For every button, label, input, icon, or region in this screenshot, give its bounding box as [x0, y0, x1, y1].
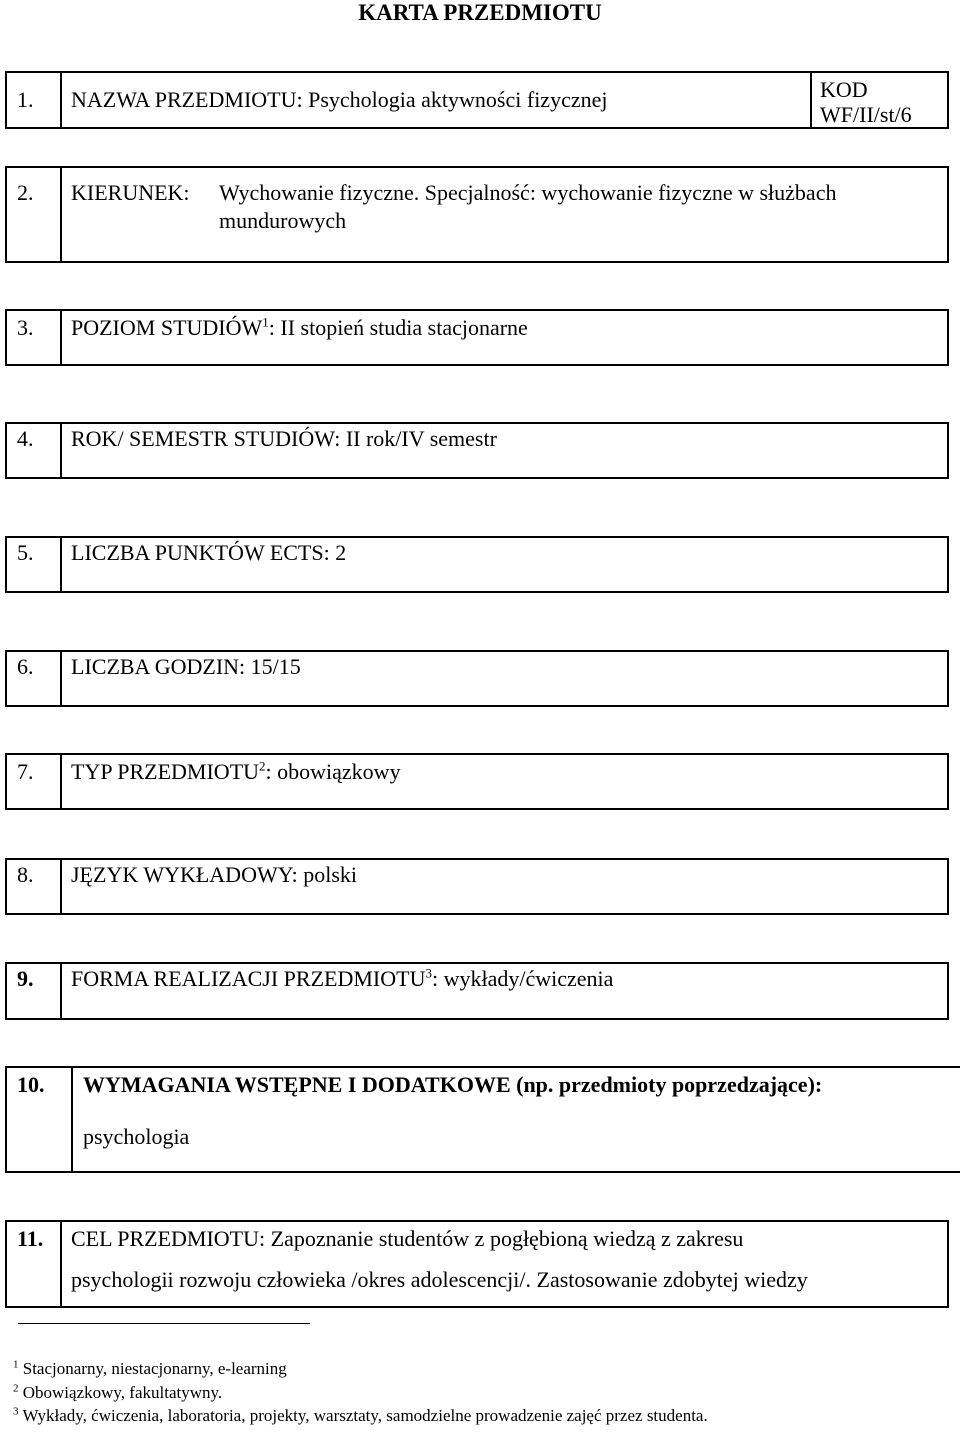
- label-colon: :: [268, 315, 275, 340]
- row-number: 5.: [17, 540, 34, 565]
- footnote-separator: [18, 1323, 310, 1324]
- footnote-text: Obowiązkowy, fakultatywny.: [22, 1383, 223, 1402]
- footnote-3: [13, 1406, 708, 1426]
- field-value-continued: psychologii rozwoju człowieka /okres adolescencji/. Zastosowanie zdobytej wiedzy: [71, 1267, 808, 1292]
- row-number: 7.: [17, 759, 34, 784]
- field-value: wykłady/ćwiczenia: [443, 966, 614, 991]
- row-number: 10.: [17, 1072, 45, 1097]
- row-hours: [5, 650, 949, 707]
- footnote-ref: 2: [259, 758, 266, 774]
- row-number: 4.: [17, 426, 34, 451]
- row-number: 9.: [17, 966, 34, 991]
- field-label: CEL PRZEDMIOTU:: [71, 1226, 266, 1251]
- field-label: JĘZYK WYKŁADOWY:: [71, 862, 298, 887]
- row-number: 3.: [17, 315, 34, 340]
- row-delivery-form: [5, 962, 949, 1020]
- footnote-ref: 3: [425, 965, 432, 981]
- field-value: psychologia: [83, 1124, 190, 1149]
- field-value: II stopień studia stacjonarne: [280, 315, 528, 340]
- row-year-semester: [5, 422, 949, 479]
- field-label: ROK/ SEMESTR STUDIÓW:: [71, 426, 341, 451]
- code-label: KOD: [820, 77, 868, 102]
- footnote-mark: 1: [13, 1358, 19, 1371]
- code-value: WF/II/st/6: [820, 102, 912, 127]
- label-colon: :: [431, 966, 439, 991]
- row-field-of-study: [5, 166, 949, 263]
- row-prerequisites: [5, 1066, 960, 1173]
- footnote-mark: 3: [13, 1405, 19, 1418]
- field-label: KIERUNEK:: [71, 180, 190, 205]
- row-subject-type: [5, 753, 949, 810]
- subject-name-field: [71, 85, 607, 115]
- row-number: 6.: [17, 654, 34, 679]
- field-label: WYMAGANIA WSTĘPNE I DODATKOWE (np. przedmioty poprzedzające):: [83, 1072, 823, 1097]
- field-value: 15/15: [250, 654, 301, 679]
- field-label: FORMA REALIZACJI PRZEDMIOTU: [71, 966, 426, 991]
- footnote-mark: 2: [13, 1382, 19, 1395]
- row-subject-goal: [5, 1220, 949, 1308]
- field-label: TYP PRZEDMIOTU: [71, 759, 260, 784]
- footnote-1: [13, 1359, 287, 1379]
- row-number: 8.: [17, 862, 34, 887]
- field-label: NAZWA PRZEDMIOTU:: [71, 87, 303, 112]
- label-colon: :: [265, 759, 272, 784]
- field-value: 2: [335, 540, 347, 565]
- row-subject-name: [5, 71, 949, 129]
- row-number: 11.: [17, 1226, 44, 1251]
- row-ects-points: [5, 536, 949, 593]
- field-value: II rok/IV semestr: [345, 426, 497, 451]
- field-label: POZIOM STUDIÓW: [71, 315, 263, 340]
- field-value-continued: mundurowych: [219, 208, 347, 233]
- field-label: LICZBA GODZIN:: [71, 654, 246, 679]
- row-number: 2.: [17, 180, 34, 205]
- field-value: polski: [303, 862, 357, 887]
- footnote-text: Stacjonarny, niestacjonarny, e-learning: [22, 1359, 287, 1378]
- field-value: Psychologia aktywności fizycznej: [308, 87, 608, 112]
- footnote-text: Wykłady, ćwiczenia, laboratoria, projekty, warsztaty, samodzielne prowadzenie zajęć przez studenta.: [22, 1406, 708, 1425]
- field-value: Wychowanie fizyczne. Specjalność: wychowanie fizyczne w służbach: [219, 180, 837, 205]
- footnote-ref: 1: [262, 314, 269, 330]
- row-study-level: [5, 309, 949, 366]
- page-title: KARTA PRZEDMIOTU: [358, 0, 602, 25]
- field-value: Zapoznanie studentów z pogłębioną wiedzą z zakresu: [270, 1226, 744, 1251]
- field-value: obowiązkowy: [277, 759, 401, 784]
- field-label: LICZBA PUNKTÓW ECTS:: [71, 540, 330, 565]
- footnote-2: [13, 1383, 222, 1403]
- row-number: 1.: [17, 87, 34, 112]
- row-language: [5, 858, 949, 915]
